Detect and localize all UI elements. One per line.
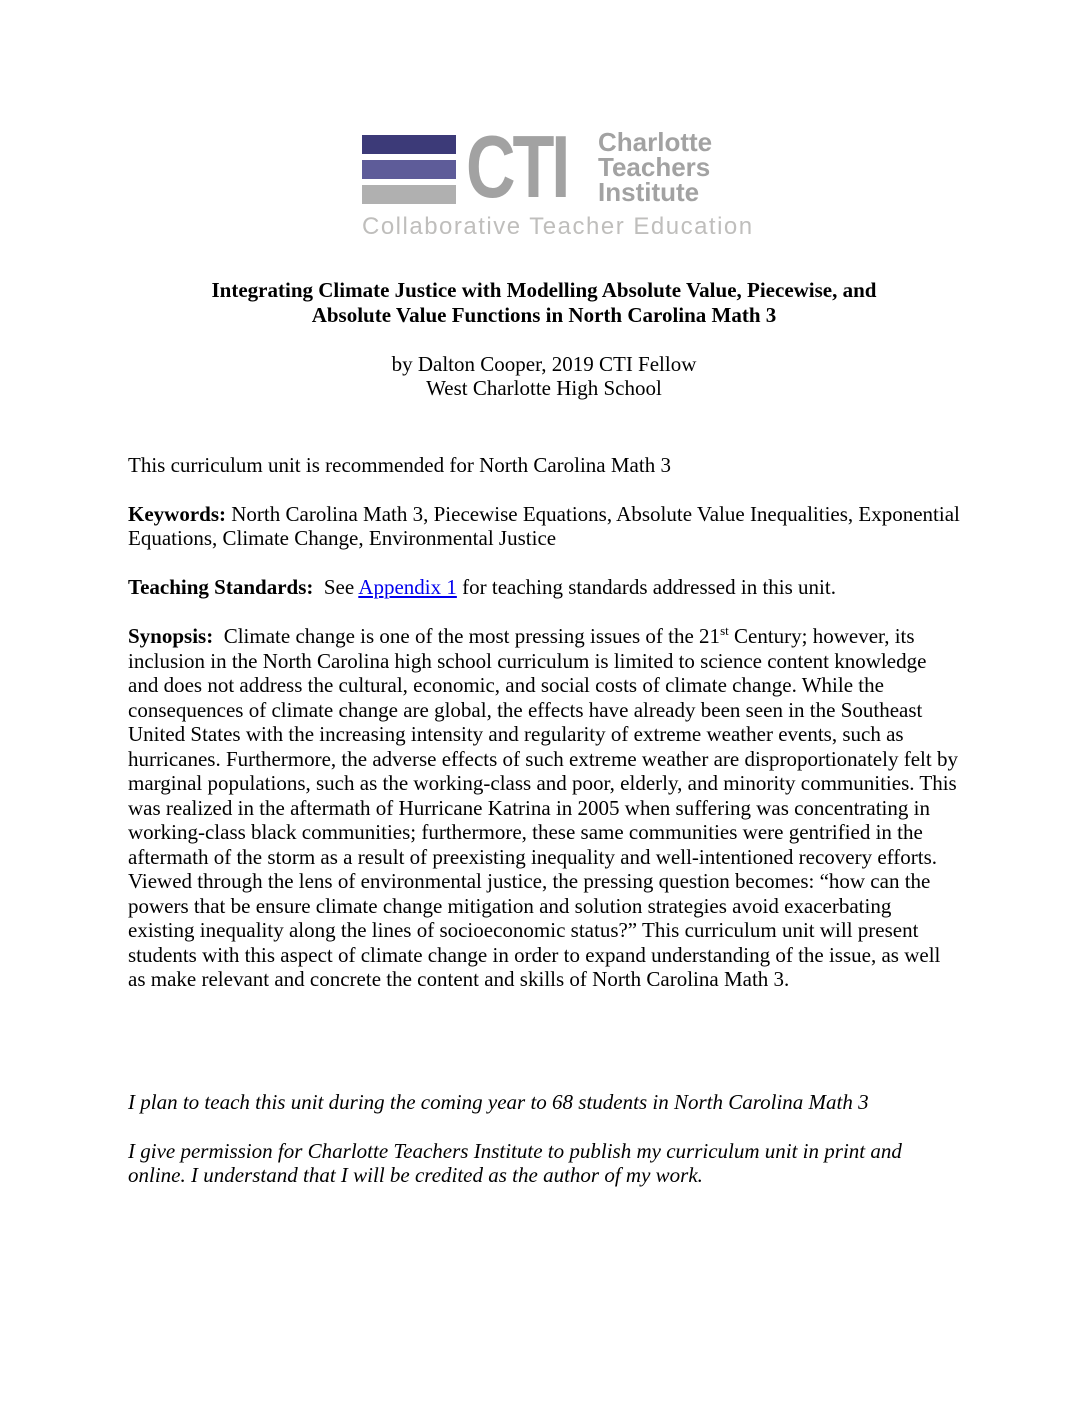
keywords-label: Keywords: — [128, 501, 226, 526]
school-line: West Charlotte High School — [426, 376, 662, 400]
logo-acronym: CTI — [466, 117, 568, 216]
logo-bar-middle — [362, 160, 456, 179]
recommendation-line: This curriculum unit is recommended for North Carolina Math 3 — [128, 452, 671, 477]
logo-bar-top — [362, 135, 456, 154]
logo-org-name — [598, 127, 713, 207]
logo-org-name-line3: Institute — [598, 177, 700, 207]
teaching-standards-pre: See — [313, 575, 359, 599]
document-title-line2: Absolute Value Functions in North Carolina Math 3 — [311, 302, 777, 327]
teaching-standards-paragraph — [128, 575, 960, 600]
document-title — [128, 278, 960, 327]
teaching-standards-label: Teaching Standards: — [128, 575, 314, 599]
logo-org-name-line1: Charlotte — [598, 127, 713, 157]
footer-notes — [128, 1090, 960, 1188]
byline — [128, 352, 960, 401]
logo-row — [362, 117, 726, 216]
logo-bar-bottom — [362, 185, 456, 204]
appendix-1-link[interactable]: Appendix 1 — [358, 575, 457, 599]
logo-org-name-line2: Teachers — [598, 152, 711, 182]
cti-logo — [362, 0, 754, 240]
synopsis-paragraph — [128, 623, 964, 992]
teaching-standards-post: for teaching standards addressed in this unit. — [456, 575, 836, 599]
synopsis-text-post: Century; however, its inclusion in the North Carolina high school curriculum is limited to science content knowledge and does not address the cultural, economic, and social costs of climate change. While the consequences of climate change are global, the effects have already been seen in the Southeast United States with the increasing intensity and regularity of extreme weather events, such as hurricanes. Furthermore, the adverse effects of such extreme weather are disproportionately felt by marginal populations, such as the working-class and poor, elderly, and minority communities. This was realized in the aftermath of Hurricane Katrina in 2005 when suffering was concentrating in working-class black communities; furthermore, these same communities were gentrified in the aftermath of the storm as a result of preexisting inequality and well-intentioned recovery efforts. Viewed through the lens of environmental justice, the pressing question becomes: “how can the powers that be ensure climate change mitigation and solution strategies avoid exacerbating existing inequality along the lines of socioeconomic status?” This curriculum unit will present students with this aspect of climate change in order to expand understanding of the issue, as well as make relevant and concrete the content and skills of North Carolina Math 3. — [128, 624, 964, 991]
document-title-line1: Integrating Climate Justice with Modelling Absolute Value, Piecewise, and — [211, 278, 877, 302]
keywords-paragraph — [128, 501, 966, 551]
author-line: by Dalton Cooper, 2019 CTI Fellow — [391, 351, 697, 376]
permission-note: I give permission for Charlotte Teachers Institute to publish my curriculum unit in print and online. I understand that I will be credited as the author of my work. — [128, 1138, 908, 1187]
synopsis-superscript: st — [720, 623, 729, 638]
teach-plan-note: I plan to teach this unit during the coming year to 68 students in North Carolina Math 3 — [128, 1089, 869, 1114]
logo-tagline: Collaborative Teacher Education — [362, 213, 754, 240]
synopsis-text-pre: Climate change is one of the most pressing issues of the 21 — [213, 624, 721, 648]
logo-bars-icon — [362, 135, 456, 204]
body-text — [128, 452, 966, 992]
keywords-text: North Carolina Math 3, Piecewise Equations, Absolute Value Inequalities, Exponential Equations, Climate Change, Environmental Justice — [128, 501, 966, 550]
synopsis-label: Synopsis: — [128, 624, 214, 648]
